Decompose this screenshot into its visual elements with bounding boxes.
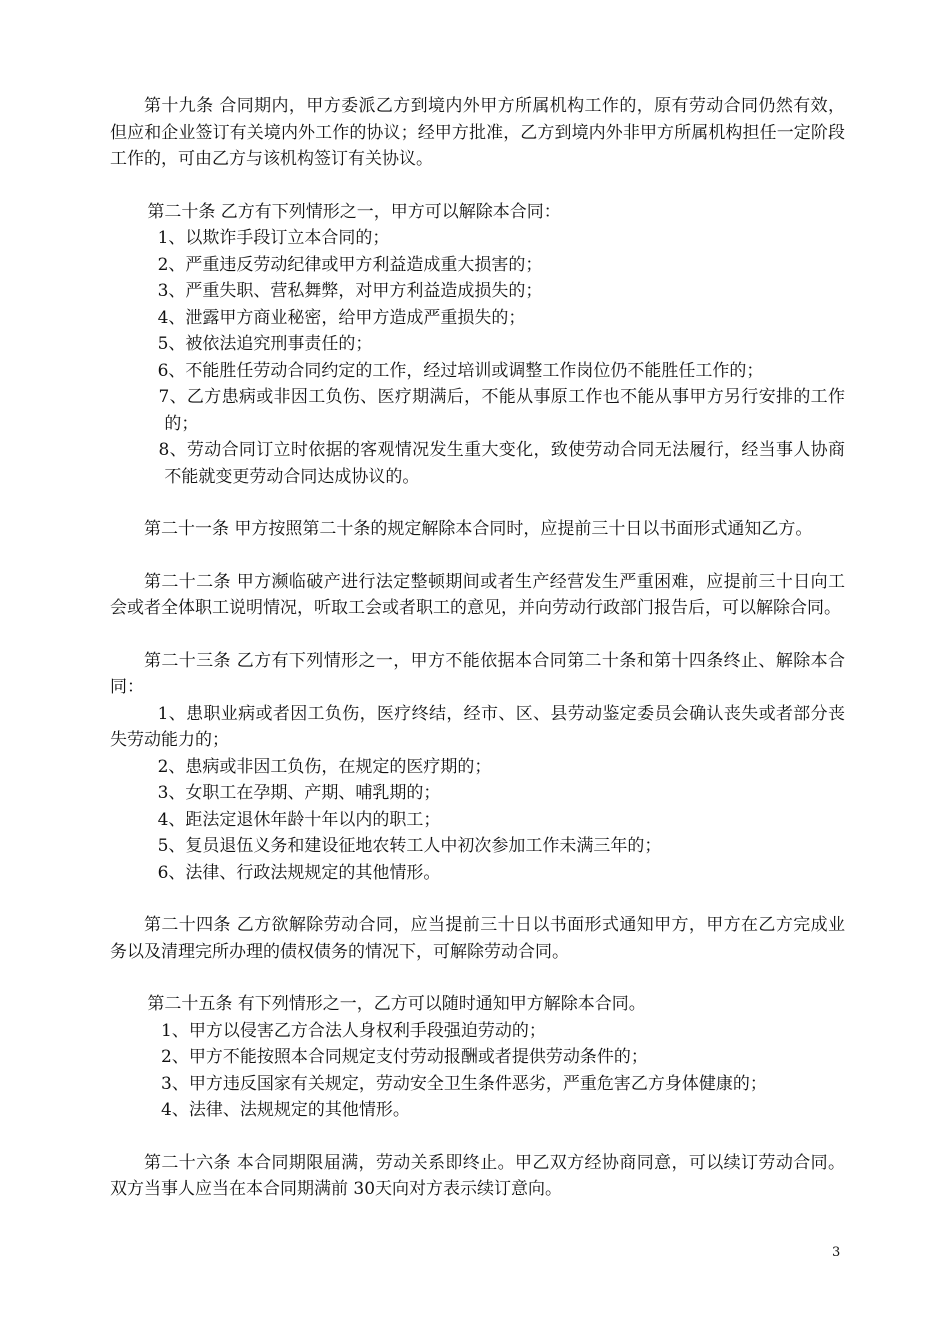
article-21 bbox=[110, 516, 845, 543]
article-20 bbox=[110, 199, 845, 491]
list-item: 4、距法定退休年龄十年以内的职工； bbox=[157, 809, 441, 830]
article-paragraph: 第二十四条 乙方欲解除劳动合同，应当提前三十日以书面形式通知甲方，甲方在乙方完成业务以及清理完所办理的债权债务的情况下，可解除劳动合同。 bbox=[110, 915, 845, 962]
article-paragraph: 第二十六条 本合同期限届满，劳动关系即终止。甲乙双方经协商同意，可以续订劳动合同。双方当事人应当在本合同期满前 30天向对方表示续订意向。 bbox=[110, 1152, 845, 1199]
article-24 bbox=[110, 912, 845, 965]
list-item: 2、患病或非因工负伤，在规定的医疗期的； bbox=[157, 756, 492, 777]
article-heading: 第二十三条 乙方有下列情形之一，甲方不能依据本合同第二十条和第十四条终止、解除本合同： bbox=[110, 650, 845, 697]
document-body bbox=[110, 93, 845, 1229]
list-item: 7、乙方患病或非因工负伤、医疗期满后，不能从事原工作也不能从事甲方另行安排的工作的； bbox=[158, 387, 845, 434]
list-item: 4、泄露甲方商业秘密，给甲方造成严重损失的； bbox=[157, 307, 526, 328]
list-item: 8、劳动合同订立时依据的客观情况发生重大变化，致使劳动合同无法履行，经当事人协商不能就变更劳动合同达成协议的。 bbox=[158, 440, 845, 487]
article-22 bbox=[110, 569, 845, 622]
list-item: 2、甲方不能按照本合同规定支付劳动报酬或者提供劳动条件的； bbox=[161, 1047, 648, 1067]
article-paragraph: 第十九条 合同期内，甲方委派乙方到境内外甲方所属机构工作的，原有劳动合同仍然有效，但应和企业签订有关境内外工作的协议；经甲方批准，乙方到境内外非甲方所属机构担任一定阶段工作的，可由乙方与该机构签订有关协议。 bbox=[110, 96, 845, 169]
list-item: 1、甲方以侵害乙方合法人身权利手段强迫劳动的； bbox=[161, 1020, 546, 1041]
list-item: 5、被依法追究刑事责任的； bbox=[157, 334, 373, 354]
article-26 bbox=[110, 1150, 845, 1203]
list-item: 4、法律、法规规定的其他情形。 bbox=[161, 1100, 410, 1120]
list-item: 6、不能胜任劳动合同约定的工作，经过培训或调整工作岗位仍不能胜任工作的； bbox=[157, 360, 764, 381]
page-number: 3 bbox=[832, 1245, 841, 1260]
article-23 bbox=[110, 648, 845, 887]
list-item: 6、法律、行政法规规定的其他情形。 bbox=[157, 862, 441, 883]
list-item: 5、复员退伍义务和建设征地农转工人中初次参加工作未满三年的； bbox=[157, 836, 662, 856]
list-item: 3、严重失职、营私舞弊，对甲方利益造成损失的； bbox=[157, 281, 543, 301]
article-paragraph: 第二十二条 甲方濒临破产进行法定整顿期间或者生产经营发生严重困难，应提前三十日向工会或者全体职工说明情况，听取工会或者职工的意见，并向劳动行政部门报告后，可以解除合同。 bbox=[110, 571, 845, 618]
list-item: 2、严重违反劳动纪律或甲方利益造成重大损害的； bbox=[157, 254, 543, 275]
list-item: 3、甲方违反国家有关规定，劳动安全卫生条件恶劣，严重危害乙方身体健康的； bbox=[161, 1073, 767, 1094]
article-heading: 第二十五条 有下列情形之一，乙方可以随时通知甲方解除本合同。 bbox=[147, 994, 646, 1014]
list-item: 1、以欺诈手段订立本合同的； bbox=[157, 228, 390, 248]
article-heading: 第二十条 乙方有下列情形之一，甲方可以解除本合同： bbox=[147, 201, 561, 222]
list-item: 3、女职工在孕期、产期、哺乳期的； bbox=[157, 783, 441, 803]
article-paragraph: 第二十一条 甲方按照第二十条的规定解除本合同时，应提前三十日以书面形式通知乙方。 bbox=[144, 519, 813, 539]
article-19 bbox=[110, 93, 845, 173]
article-25 bbox=[110, 991, 845, 1124]
list-item: 1、患职业病或者因工负伤，医疗终结，经市、区、县劳动鉴定委员会确认丧失或者部分丧失劳动能力的； bbox=[110, 703, 845, 750]
